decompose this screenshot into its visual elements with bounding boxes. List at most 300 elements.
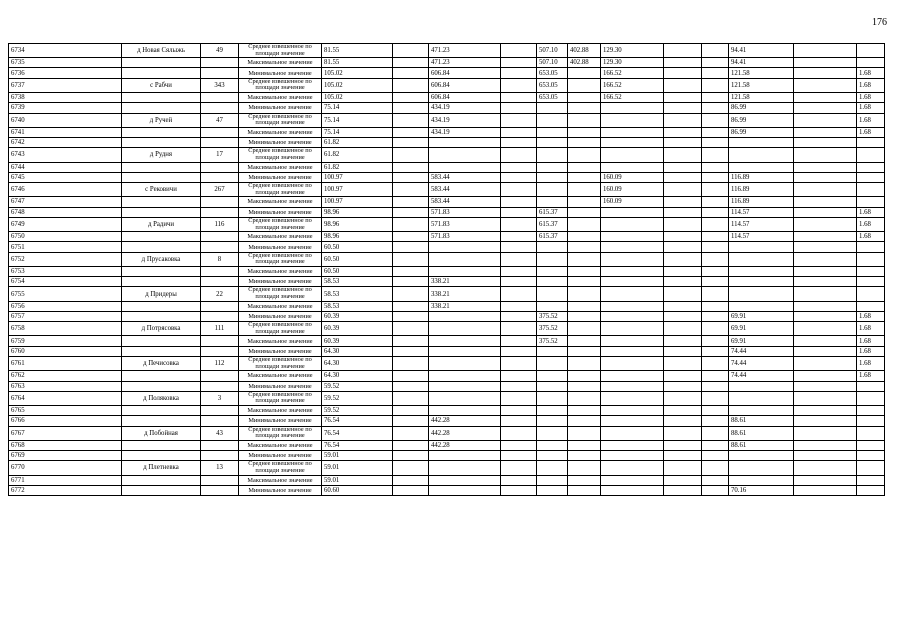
value-cell bbox=[729, 266, 794, 276]
value-cell bbox=[393, 346, 429, 356]
table-row bbox=[9, 242, 885, 252]
row-id-cell: 6767 bbox=[9, 426, 122, 440]
value-cell: 59.01 bbox=[322, 451, 393, 461]
value-type-cell: Среднее взвешенное по площади значение bbox=[239, 357, 322, 371]
value-cell: 375.52 bbox=[537, 322, 568, 336]
value-type-cell: Среднее взвешенное по площади значение bbox=[239, 391, 322, 405]
value-cell bbox=[393, 485, 429, 495]
value-cell bbox=[568, 426, 601, 440]
value-type-cell: Максимальное значение bbox=[239, 406, 322, 416]
row-id-cell: 6753 bbox=[9, 266, 122, 276]
value-cell bbox=[794, 381, 857, 391]
row-id-cell: 6744 bbox=[9, 162, 122, 172]
row-id-cell: 6749 bbox=[9, 217, 122, 231]
value-type-cell: Среднее взвешенное по площади значение bbox=[239, 217, 322, 231]
value-cell bbox=[601, 416, 664, 426]
table-row bbox=[9, 217, 885, 231]
table-row bbox=[9, 485, 885, 495]
value-cell: 58.53 bbox=[322, 277, 393, 287]
value-cell bbox=[501, 391, 537, 405]
value-cell: 94.41 bbox=[729, 58, 794, 68]
value-cell bbox=[429, 252, 501, 266]
value-cell: 86.99 bbox=[729, 113, 794, 127]
value-cell bbox=[664, 406, 702, 416]
value-cell bbox=[729, 148, 794, 162]
value-cell bbox=[729, 381, 794, 391]
row-id-cell: 6760 bbox=[9, 346, 122, 356]
value-cell bbox=[393, 232, 429, 242]
value-cell bbox=[601, 162, 664, 172]
value-type-cell: Максимальное значение bbox=[239, 58, 322, 68]
value-cell: 571.83 bbox=[429, 207, 501, 217]
value-cell: 116.89 bbox=[729, 172, 794, 182]
value-cell: 69.91 bbox=[729, 336, 794, 346]
value-cell bbox=[601, 207, 664, 217]
value-cell bbox=[501, 44, 537, 58]
value-cell bbox=[501, 68, 537, 78]
table-row bbox=[9, 58, 885, 68]
value-cell bbox=[857, 485, 885, 495]
value-cell bbox=[601, 252, 664, 266]
value-cell bbox=[601, 287, 664, 301]
settlement-name-cell bbox=[122, 381, 201, 391]
settlement-name-cell bbox=[122, 127, 201, 137]
value-cell bbox=[393, 336, 429, 346]
value-cell: 60.50 bbox=[322, 266, 393, 276]
value-cell bbox=[857, 242, 885, 252]
value-cell: 74.44 bbox=[729, 371, 794, 381]
value-cell bbox=[702, 92, 729, 102]
value-cell bbox=[537, 391, 568, 405]
row-id-cell: 6768 bbox=[9, 440, 122, 450]
population-cell bbox=[201, 485, 239, 495]
value-type-cell: Минимальное значение bbox=[239, 103, 322, 113]
value-cell bbox=[601, 113, 664, 127]
value-cell bbox=[702, 127, 729, 137]
value-cell bbox=[702, 346, 729, 356]
value-cell bbox=[393, 277, 429, 287]
value-cell bbox=[393, 475, 429, 485]
population-cell: 22 bbox=[201, 287, 239, 301]
value-cell bbox=[537, 426, 568, 440]
value-cell bbox=[794, 287, 857, 301]
value-cell bbox=[393, 426, 429, 440]
value-cell: 583.44 bbox=[429, 197, 501, 207]
settlement-name-cell bbox=[122, 416, 201, 426]
row-id-cell: 6745 bbox=[9, 172, 122, 182]
value-cell: 69.91 bbox=[729, 322, 794, 336]
value-cell bbox=[393, 113, 429, 127]
value-cell: 114.57 bbox=[729, 207, 794, 217]
value-cell bbox=[393, 266, 429, 276]
row-id-cell: 6741 bbox=[9, 127, 122, 137]
value-cell bbox=[393, 252, 429, 266]
value-cell bbox=[702, 287, 729, 301]
value-cell bbox=[537, 451, 568, 461]
value-cell bbox=[702, 207, 729, 217]
value-cell bbox=[501, 217, 537, 231]
value-cell bbox=[794, 416, 857, 426]
value-cell bbox=[501, 475, 537, 485]
value-cell bbox=[664, 426, 702, 440]
value-type-cell: Среднее взвешенное по площади значение bbox=[239, 113, 322, 127]
settlement-name-cell bbox=[122, 311, 201, 321]
page-number: 176 bbox=[872, 17, 887, 28]
value-cell: 76.54 bbox=[322, 440, 393, 450]
value-cell bbox=[537, 252, 568, 266]
row-id-cell: 6763 bbox=[9, 381, 122, 391]
row-id-cell: 6757 bbox=[9, 311, 122, 321]
value-type-cell: Минимальное значение bbox=[239, 346, 322, 356]
settlement-name-cell bbox=[122, 440, 201, 450]
value-cell bbox=[501, 162, 537, 172]
value-cell bbox=[702, 426, 729, 440]
settlement-name-cell: д Новая Сялыжь bbox=[122, 44, 201, 58]
value-cell bbox=[702, 451, 729, 461]
settlement-name-cell bbox=[122, 301, 201, 311]
value-cell: 1.68 bbox=[857, 232, 885, 242]
value-cell bbox=[857, 148, 885, 162]
value-cell bbox=[568, 277, 601, 287]
value-cell: 653.05 bbox=[537, 92, 568, 102]
value-cell: 61.82 bbox=[322, 138, 393, 148]
value-cell bbox=[537, 475, 568, 485]
value-cell: 1.68 bbox=[857, 78, 885, 92]
value-cell: 507.10 bbox=[537, 58, 568, 68]
value-cell bbox=[601, 217, 664, 231]
value-cell bbox=[537, 127, 568, 137]
settlement-name-cell bbox=[122, 92, 201, 102]
value-cell: 59.01 bbox=[322, 461, 393, 475]
settlement-name-cell: с Рековичи bbox=[122, 183, 201, 197]
value-cell: 60.50 bbox=[322, 242, 393, 252]
value-cell: 442.28 bbox=[429, 440, 501, 450]
value-cell bbox=[393, 451, 429, 461]
value-cell bbox=[429, 346, 501, 356]
value-cell bbox=[568, 266, 601, 276]
value-cell: 166.52 bbox=[601, 78, 664, 92]
table-row bbox=[9, 461, 885, 475]
value-cell bbox=[664, 252, 702, 266]
table-row bbox=[9, 475, 885, 485]
value-cell bbox=[501, 183, 537, 197]
value-cell bbox=[794, 217, 857, 231]
row-id-cell: 6750 bbox=[9, 232, 122, 242]
value-cell bbox=[857, 416, 885, 426]
population-cell bbox=[201, 266, 239, 276]
value-cell bbox=[393, 68, 429, 78]
population-cell: 8 bbox=[201, 252, 239, 266]
value-type-cell: Максимальное значение bbox=[239, 301, 322, 311]
value-cell: 571.83 bbox=[429, 217, 501, 231]
table-body bbox=[9, 44, 885, 496]
value-cell: 121.58 bbox=[729, 68, 794, 78]
value-cell bbox=[794, 78, 857, 92]
value-cell: 1.68 bbox=[857, 371, 885, 381]
value-cell bbox=[857, 287, 885, 301]
value-cell bbox=[702, 406, 729, 416]
value-cell bbox=[429, 322, 501, 336]
value-cell: 1.68 bbox=[857, 346, 885, 356]
value-cell bbox=[537, 416, 568, 426]
population-cell bbox=[201, 197, 239, 207]
settlement-name-cell bbox=[122, 162, 201, 172]
value-cell bbox=[664, 391, 702, 405]
value-type-cell: Минимальное значение bbox=[239, 138, 322, 148]
value-cell bbox=[537, 138, 568, 148]
value-cell: 60.39 bbox=[322, 336, 393, 346]
value-cell bbox=[568, 461, 601, 475]
value-cell bbox=[857, 406, 885, 416]
settlement-name-cell bbox=[122, 485, 201, 495]
value-cell: 60.50 bbox=[322, 252, 393, 266]
population-cell bbox=[201, 92, 239, 102]
value-cell bbox=[537, 485, 568, 495]
value-cell bbox=[601, 371, 664, 381]
value-cell bbox=[702, 197, 729, 207]
value-cell: 58.53 bbox=[322, 301, 393, 311]
population-cell bbox=[201, 242, 239, 252]
table-row bbox=[9, 336, 885, 346]
value-cell bbox=[664, 336, 702, 346]
value-cell bbox=[729, 475, 794, 485]
value-cell bbox=[857, 451, 885, 461]
table-row bbox=[9, 127, 885, 137]
value-cell bbox=[393, 103, 429, 113]
value-cell: 160.09 bbox=[601, 183, 664, 197]
value-cell: 434.19 bbox=[429, 113, 501, 127]
settlement-name-cell: д Радичи bbox=[122, 217, 201, 231]
value-cell bbox=[794, 485, 857, 495]
population-cell bbox=[201, 207, 239, 217]
row-id-cell: 6755 bbox=[9, 287, 122, 301]
value-cell: 338.21 bbox=[429, 277, 501, 287]
value-cell bbox=[501, 92, 537, 102]
value-type-cell: Среднее взвешенное по площади значение bbox=[239, 78, 322, 92]
value-cell: 1.68 bbox=[857, 357, 885, 371]
table-row bbox=[9, 301, 885, 311]
value-cell bbox=[537, 162, 568, 172]
population-cell bbox=[201, 406, 239, 416]
settlement-name-cell: д Придеры bbox=[122, 287, 201, 301]
value-cell bbox=[501, 311, 537, 321]
table-row bbox=[9, 322, 885, 336]
value-cell bbox=[702, 357, 729, 371]
value-type-cell: Минимальное значение bbox=[239, 381, 322, 391]
value-cell bbox=[857, 277, 885, 287]
value-cell: 160.09 bbox=[601, 172, 664, 182]
value-cell bbox=[702, 113, 729, 127]
row-id-cell: 6769 bbox=[9, 451, 122, 461]
value-cell bbox=[568, 242, 601, 252]
value-cell bbox=[501, 301, 537, 311]
value-cell bbox=[702, 381, 729, 391]
value-cell bbox=[702, 475, 729, 485]
value-type-cell: Минимальное значение bbox=[239, 242, 322, 252]
value-cell bbox=[702, 68, 729, 78]
row-id-cell: 6743 bbox=[9, 148, 122, 162]
value-cell bbox=[537, 148, 568, 162]
table-row bbox=[9, 103, 885, 113]
value-cell bbox=[568, 416, 601, 426]
value-cell bbox=[429, 475, 501, 485]
value-cell bbox=[794, 92, 857, 102]
value-type-cell: Максимальное значение bbox=[239, 197, 322, 207]
value-cell bbox=[794, 162, 857, 172]
value-cell bbox=[568, 311, 601, 321]
value-cell bbox=[537, 266, 568, 276]
value-cell bbox=[537, 197, 568, 207]
value-cell bbox=[568, 183, 601, 197]
value-cell bbox=[537, 357, 568, 371]
value-cell: 1.68 bbox=[857, 336, 885, 346]
value-cell bbox=[664, 416, 702, 426]
value-cell: 1.68 bbox=[857, 113, 885, 127]
value-cell: 1.68 bbox=[857, 92, 885, 102]
value-type-cell: Минимальное значение bbox=[239, 172, 322, 182]
value-cell: 507.10 bbox=[537, 44, 568, 58]
value-cell bbox=[857, 461, 885, 475]
value-cell: 615.37 bbox=[537, 217, 568, 231]
value-cell bbox=[393, 371, 429, 381]
value-cell bbox=[568, 357, 601, 371]
value-cell bbox=[857, 426, 885, 440]
value-cell: 86.99 bbox=[729, 127, 794, 137]
value-type-cell: Среднее взвешенное по площади значение bbox=[239, 148, 322, 162]
value-cell bbox=[794, 138, 857, 148]
value-cell bbox=[702, 44, 729, 58]
value-cell bbox=[664, 172, 702, 182]
settlement-name-cell bbox=[122, 406, 201, 416]
value-cell: 105.02 bbox=[322, 78, 393, 92]
value-cell: 615.37 bbox=[537, 207, 568, 217]
value-cell bbox=[702, 336, 729, 346]
value-cell bbox=[501, 207, 537, 217]
population-cell bbox=[201, 440, 239, 450]
settlement-name-cell bbox=[122, 371, 201, 381]
value-cell bbox=[601, 103, 664, 113]
value-cell bbox=[601, 346, 664, 356]
value-cell bbox=[857, 252, 885, 266]
value-cell bbox=[501, 440, 537, 450]
row-id-cell: 6772 bbox=[9, 485, 122, 495]
value-cell bbox=[568, 371, 601, 381]
value-cell bbox=[537, 277, 568, 287]
value-cell bbox=[794, 148, 857, 162]
value-cell bbox=[702, 416, 729, 426]
value-cell bbox=[501, 485, 537, 495]
value-cell: 1.68 bbox=[857, 322, 885, 336]
population-cell: 112 bbox=[201, 357, 239, 371]
value-cell: 471.23 bbox=[429, 58, 501, 68]
value-cell: 653.05 bbox=[537, 78, 568, 92]
value-cell: 402.88 bbox=[568, 44, 601, 58]
value-cell: 81.55 bbox=[322, 44, 393, 58]
value-cell: 61.82 bbox=[322, 162, 393, 172]
population-cell bbox=[201, 451, 239, 461]
value-cell: 76.54 bbox=[322, 426, 393, 440]
value-cell bbox=[729, 242, 794, 252]
value-cell bbox=[601, 336, 664, 346]
population-cell bbox=[201, 311, 239, 321]
value-cell bbox=[568, 287, 601, 301]
value-cell bbox=[429, 485, 501, 495]
value-cell: 75.14 bbox=[322, 113, 393, 127]
value-cell: 121.58 bbox=[729, 78, 794, 92]
row-id-cell: 6765 bbox=[9, 406, 122, 416]
table-row bbox=[9, 197, 885, 207]
value-cell bbox=[501, 266, 537, 276]
value-cell bbox=[702, 266, 729, 276]
value-cell bbox=[729, 391, 794, 405]
settlement-name-cell bbox=[122, 138, 201, 148]
value-cell bbox=[537, 461, 568, 475]
settlement-name-cell: д Рудня bbox=[122, 148, 201, 162]
value-cell bbox=[429, 381, 501, 391]
value-cell bbox=[601, 232, 664, 242]
value-cell bbox=[794, 336, 857, 346]
value-cell bbox=[501, 127, 537, 137]
value-cell bbox=[501, 103, 537, 113]
value-cell bbox=[664, 371, 702, 381]
value-cell bbox=[729, 406, 794, 416]
value-cell: 64.30 bbox=[322, 371, 393, 381]
table-row bbox=[9, 357, 885, 371]
value-cell: 94.41 bbox=[729, 44, 794, 58]
value-cell bbox=[537, 301, 568, 311]
value-cell bbox=[501, 252, 537, 266]
value-cell bbox=[857, 381, 885, 391]
value-cell bbox=[601, 451, 664, 461]
value-cell bbox=[601, 311, 664, 321]
value-cell bbox=[393, 207, 429, 217]
table-row bbox=[9, 381, 885, 391]
population-cell bbox=[201, 127, 239, 137]
value-cell bbox=[568, 475, 601, 485]
value-cell bbox=[601, 277, 664, 287]
value-cell bbox=[794, 44, 857, 58]
value-cell bbox=[568, 451, 601, 461]
value-cell: 60.39 bbox=[322, 322, 393, 336]
value-cell: 653.05 bbox=[537, 68, 568, 78]
value-cell bbox=[429, 357, 501, 371]
value-cell bbox=[568, 127, 601, 137]
value-cell bbox=[568, 162, 601, 172]
value-cell: 100.97 bbox=[322, 183, 393, 197]
value-cell: 116.89 bbox=[729, 197, 794, 207]
value-cell: 88.61 bbox=[729, 440, 794, 450]
value-cell bbox=[794, 252, 857, 266]
settlement-name-cell bbox=[122, 232, 201, 242]
value-cell bbox=[857, 162, 885, 172]
value-cell: 1.68 bbox=[857, 311, 885, 321]
table-row bbox=[9, 78, 885, 92]
value-cell bbox=[537, 287, 568, 301]
value-cell bbox=[857, 301, 885, 311]
value-cell bbox=[568, 252, 601, 266]
value-cell bbox=[794, 127, 857, 137]
value-cell bbox=[857, 391, 885, 405]
value-cell bbox=[702, 148, 729, 162]
value-cell bbox=[664, 127, 702, 137]
value-cell bbox=[794, 277, 857, 287]
value-cell: 606.84 bbox=[429, 78, 501, 92]
table-row bbox=[9, 346, 885, 356]
value-cell bbox=[537, 371, 568, 381]
value-cell bbox=[794, 242, 857, 252]
value-cell: 75.14 bbox=[322, 127, 393, 137]
value-cell: 571.83 bbox=[429, 232, 501, 242]
